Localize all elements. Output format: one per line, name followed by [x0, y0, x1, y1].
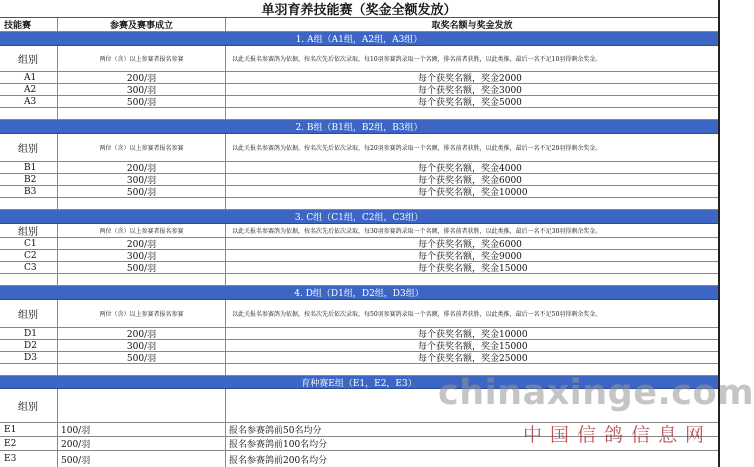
empty-cell: [58, 198, 226, 209]
prize-cell: 每个获奖名额，奖金15000: [418, 342, 528, 352]
prize-cell: 每个获奖名额，奖金6000: [418, 176, 522, 186]
header-skill-contest: 技能赛: [0, 18, 58, 31]
empty-cell: [0, 198, 58, 209]
header-entry: 参赛及赛事成立: [58, 18, 226, 31]
group-cell: C3: [0, 262, 58, 273]
fee-cell: 200/羽: [58, 437, 226, 450]
table-row: [0, 72, 718, 84]
empty-cell: [0, 108, 58, 119]
empty-cell: [0, 274, 58, 285]
group-cell: A3: [0, 96, 58, 107]
fee-cell: 300/羽: [58, 174, 226, 185]
group-cell: A1: [0, 72, 58, 83]
group-cell: B1: [0, 162, 58, 173]
empty-cell: [226, 274, 718, 285]
sheet-title: 单羽育养技能赛（奖金全额发放）: [0, 0, 718, 18]
spacer-row: [0, 274, 718, 286]
fee-cell: 500/羽: [58, 186, 226, 197]
prize-cell: 每个获奖名额，奖金2000: [418, 74, 522, 84]
section-b-establish: 两位（含）以上参赛者报名参赛: [58, 134, 226, 161]
table-row: [0, 352, 718, 364]
section-c-establish: 两位（含）以上参赛者报名参赛: [58, 224, 226, 237]
empty-cell: [58, 274, 226, 285]
section-c-rules-row: [0, 224, 718, 238]
group-cell: D2: [0, 340, 58, 351]
section-d-heading: 4. D组（D1组，D2组，D3组）: [0, 286, 718, 300]
table-row: [0, 186, 718, 198]
group-cell: A2: [0, 84, 58, 95]
watermark-site-name: 中国信鸽信息网: [523, 424, 713, 446]
prize-cell: 每个获奖名额，奖金3000: [418, 86, 522, 96]
group-cell: E2: [0, 437, 58, 450]
table-row: [0, 328, 718, 340]
section-b-rules-row: [0, 134, 718, 162]
section-a-rules-row: [0, 46, 718, 72]
empty-cell: [58, 108, 226, 119]
fee-cell: 300/羽: [58, 250, 226, 261]
header-prize: 取奖名额与奖金发放: [431, 21, 513, 31]
empty-cell: [0, 364, 58, 375]
prize-cell: 每个获奖名额，奖金15000: [418, 264, 528, 274]
prize-cell: 每个获奖名额，奖金5000: [418, 98, 522, 108]
section-e-group-label: 组别: [0, 389, 58, 422]
fee-cell: 500/羽: [58, 451, 226, 467]
section-e-heading: 育种赛E组（E1，E2，E3）: [0, 376, 718, 389]
prize-cell: 每个获奖名额，奖金6000: [418, 240, 522, 250]
section-c-heading: 3. C组（C1组，C2组，C3组）: [0, 210, 718, 224]
group-cell: C1: [0, 238, 58, 249]
table-row: [0, 174, 718, 186]
section-a-rule: 以此关报名参赛鸽为依据，按名次先后依次录取，每10羽参赛鸽录取一个名额，排名前者获胜，以此类推，最后一名不足10羽得剩余奖金。: [232, 56, 602, 63]
prize-cell: 每个获奖名额，奖金10000: [418, 188, 528, 198]
table-row: [0, 250, 718, 262]
section-a-group-label: 组别: [0, 46, 58, 71]
spacer-row: [0, 108, 718, 120]
fee-cell: 200/羽: [58, 162, 226, 173]
fee-cell: 500/羽: [58, 96, 226, 107]
desc-cell: 报名参赛鸽前100名均分: [229, 440, 328, 450]
group-cell: D3: [0, 352, 58, 363]
prize-cell: 每个获奖名额，奖金4000: [418, 164, 522, 174]
section-c-rule: 以此关报名参赛鸽为依据，按名次先后依次录取，每30羽参赛鸽录取一个名额，排名前者获胜，以此类推，最后一名不足30羽得剩余奖金。: [232, 228, 602, 235]
empty-cell: [58, 389, 226, 422]
spacer-row: [0, 198, 718, 210]
group-cell: D1: [0, 328, 58, 339]
desc-cell: 报名参赛鸽前50名均分: [229, 426, 322, 436]
fee-cell: 100/羽: [58, 423, 226, 436]
section-b-rule: 以此关报名参赛鸽为依据，按名次先后依次录取，每20羽参赛鸽录取一个名额，排名前者获胜，以此类推，最后一名不足20羽得剩余奖金。: [232, 145, 602, 152]
fee-cell: 200/羽: [58, 238, 226, 249]
watermark-domain: chinaxinge.com: [438, 373, 754, 413]
table-row: [0, 262, 718, 274]
section-d-establish: 两位（含）以上参赛者报名参赛: [58, 300, 226, 327]
prize-cell: 每个获奖名额，奖金10000: [418, 330, 528, 340]
table-row: [0, 84, 718, 96]
section-d-group-label: 组别: [0, 300, 58, 327]
fee-cell: 300/羽: [58, 84, 226, 95]
prize-cell: 每个获奖名额，奖金25000: [418, 354, 528, 364]
column-header-row: [0, 18, 718, 32]
section-a-establish: 两位（含）以上参赛者报名参赛: [58, 46, 226, 71]
fee-cell: 200/羽: [58, 328, 226, 339]
empty-cell: [226, 108, 718, 119]
section-d-rule: 以此关报名参赛鸽为依据，按名次先后依次录取，每50羽参赛鸽录取一个名额，排名前者获胜，以此类推，最后一名不足50羽得剩余奖金。: [232, 311, 602, 318]
section-d-rules-row: [0, 300, 718, 328]
fee-cell: 500/羽: [58, 352, 226, 363]
group-cell: B2: [0, 174, 58, 185]
section-b-group-label: 组别: [0, 134, 58, 161]
group-cell: E1: [0, 423, 58, 436]
table-row: [0, 451, 718, 467]
group-cell: C2: [0, 250, 58, 261]
empty-cell: [226, 198, 718, 209]
fee-cell: 500/羽: [58, 262, 226, 273]
section-c-group-label: 组别: [0, 224, 58, 237]
section-a-heading: 1. A组（A1组，A2组，A3组）: [0, 32, 718, 46]
table-row: [0, 96, 718, 108]
prize-cell: 每个获奖名额，奖金9000: [418, 252, 522, 262]
section-b-heading: 2. B组（B1组，B2组，B3组）: [0, 120, 718, 134]
table-row: [0, 340, 718, 352]
empty-cell: [58, 364, 226, 375]
group-cell: B3: [0, 186, 58, 197]
table-row: [0, 162, 718, 174]
desc-cell: 报名参赛鸽前200名均分: [229, 455, 328, 466]
group-cell: E3: [0, 451, 58, 467]
fee-cell: 300/羽: [58, 340, 226, 351]
table-row: [0, 238, 718, 250]
fee-cell: 200/羽: [58, 72, 226, 83]
